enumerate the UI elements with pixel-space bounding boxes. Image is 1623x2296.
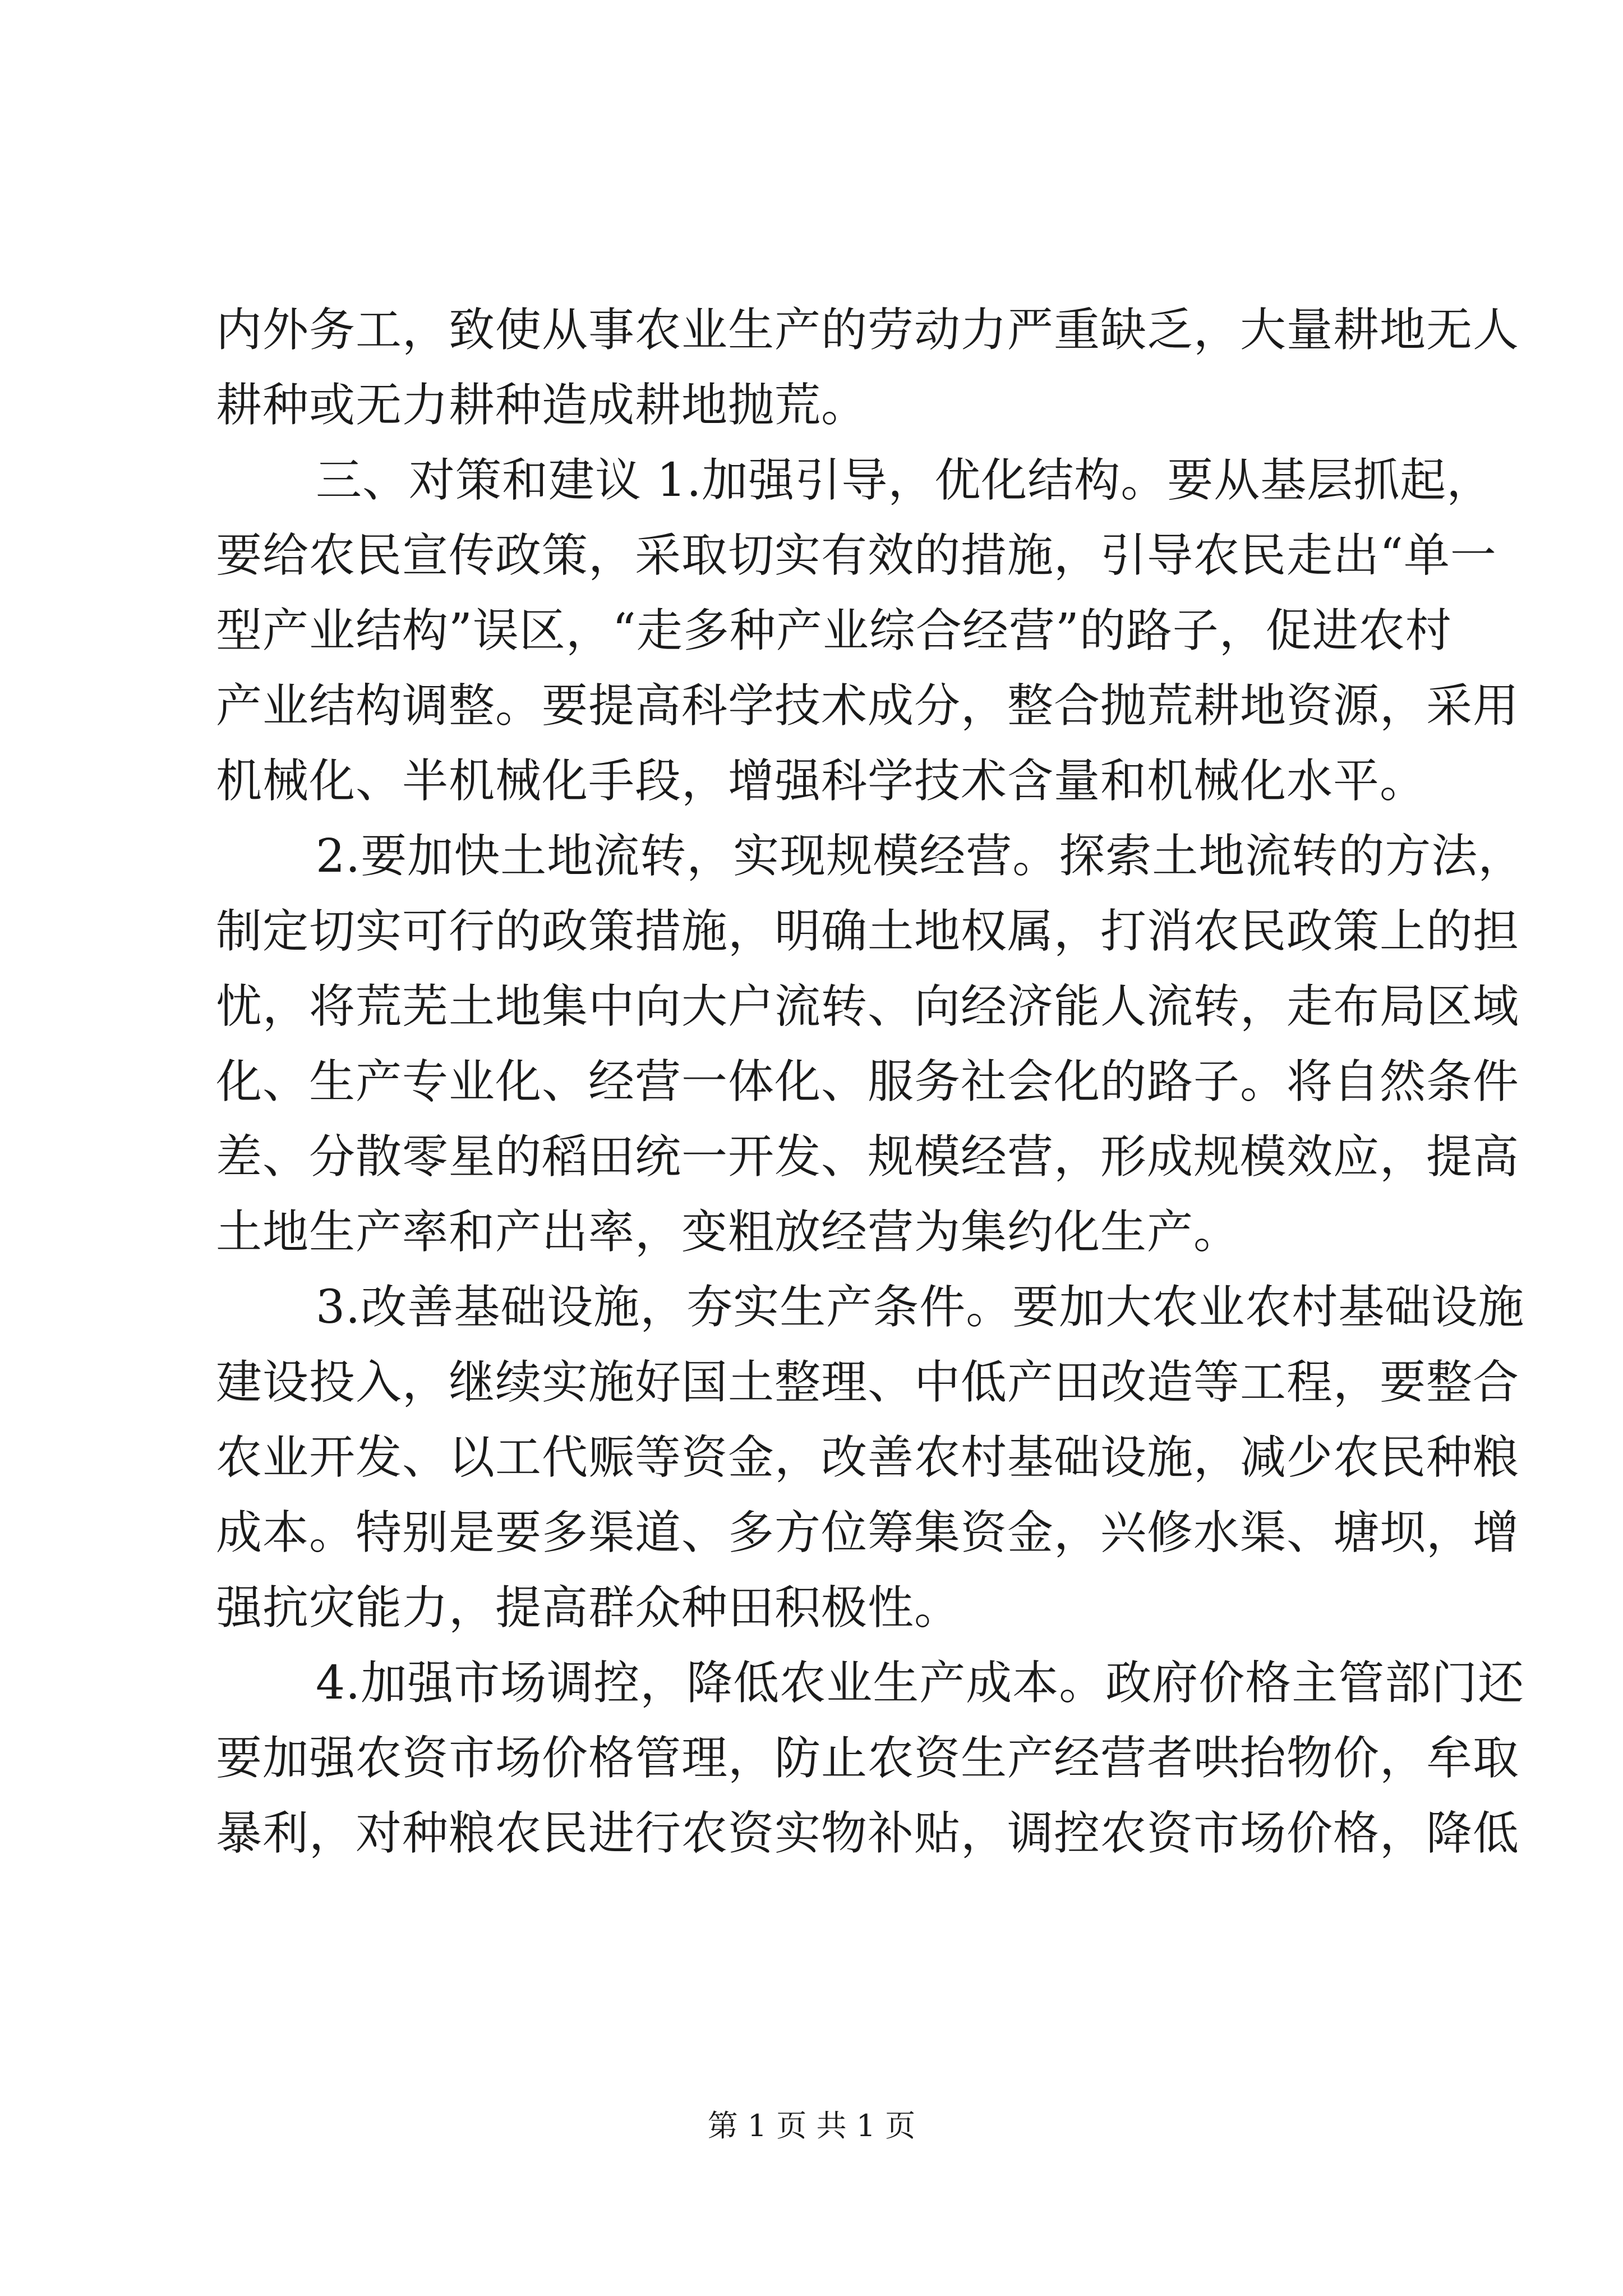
text-line: 成本。特别是要多渠道、多方位筹集资金，兴修水渠、塘坝，增 (216, 1506, 1520, 1559)
text-line: 2.要加快土地流转，实现规模经营。探索土地流转的方法， (316, 830, 1525, 883)
text-line: 建设投入，继续实施好国土整理、中低产田改造等工程，要整合 (216, 1356, 1520, 1409)
page-number-label: 第 1 页 共 1 页 (707, 2108, 916, 2143)
text-line: 要加强农资市场价格管理，防止农资生产经营者哄抬物价，牟取 (216, 1732, 1520, 1785)
page-footer (0, 2106, 1623, 2146)
text-line: 要给农民宣传政策，采取切实有效的措施，引导农民走出“单一 (216, 529, 1497, 582)
text-line: 土地生产率和产出率，变粗放经营为集约化生产。 (216, 1205, 1241, 1259)
text-line: 产业结构调整。要提高科学技术成分，整合抛荒耕地资源，采用 (216, 679, 1520, 733)
text-line: 差、分散零星的稻田统一开发、规模经营，形成规模效应，提高 (216, 1130, 1520, 1184)
text-line: 暴利，对种粮农民进行农资实物补贴，调控农资市场价格，降低 (216, 1807, 1520, 1860)
text-line: 机械化、半机械化手段，增强科学技术含量和机械化水平。 (216, 754, 1427, 808)
text-line: 化、生产专业化、经营一体化、服务社会化的路子。将自然条件 (216, 1055, 1520, 1108)
text-line: 4.加强市场调控，降低农业生产成本。政府价格主管部门还 (316, 1657, 1525, 1710)
text-line: 忧，将荒芜土地集中向大户流转、向经济能人流转，走布局区域 (216, 980, 1520, 1033)
text-line: 农业开发、以工代赈等资金，改善农村基础设施，减少农民种粮 (216, 1431, 1520, 1484)
text-line: 强抗灾能力，提高群众种田积极性。 (216, 1581, 961, 1635)
text-line: 内外务工，致使从事农业生产的劳动力严重缺乏，大量耕地无人 (216, 303, 1520, 357)
text-line: 耕种或无力耕种造成耕地抛荒。 (216, 379, 868, 432)
text-line: 3.改善基础设施，夯实生产条件。要加大农业农村基础设施 (316, 1281, 1525, 1334)
text-line: 制定切实可行的政策措施，明确土地权属，打消农民政策上的担 (216, 905, 1520, 958)
text-line: 型产业结构”误区，“走多种产业综合经营”的路子，促进农村 (216, 604, 1452, 657)
body-text (216, 293, 1525, 1871)
text-line: 三、对策和建议 1.加强引导，优化结构。要从基层抓起， (316, 454, 1493, 507)
